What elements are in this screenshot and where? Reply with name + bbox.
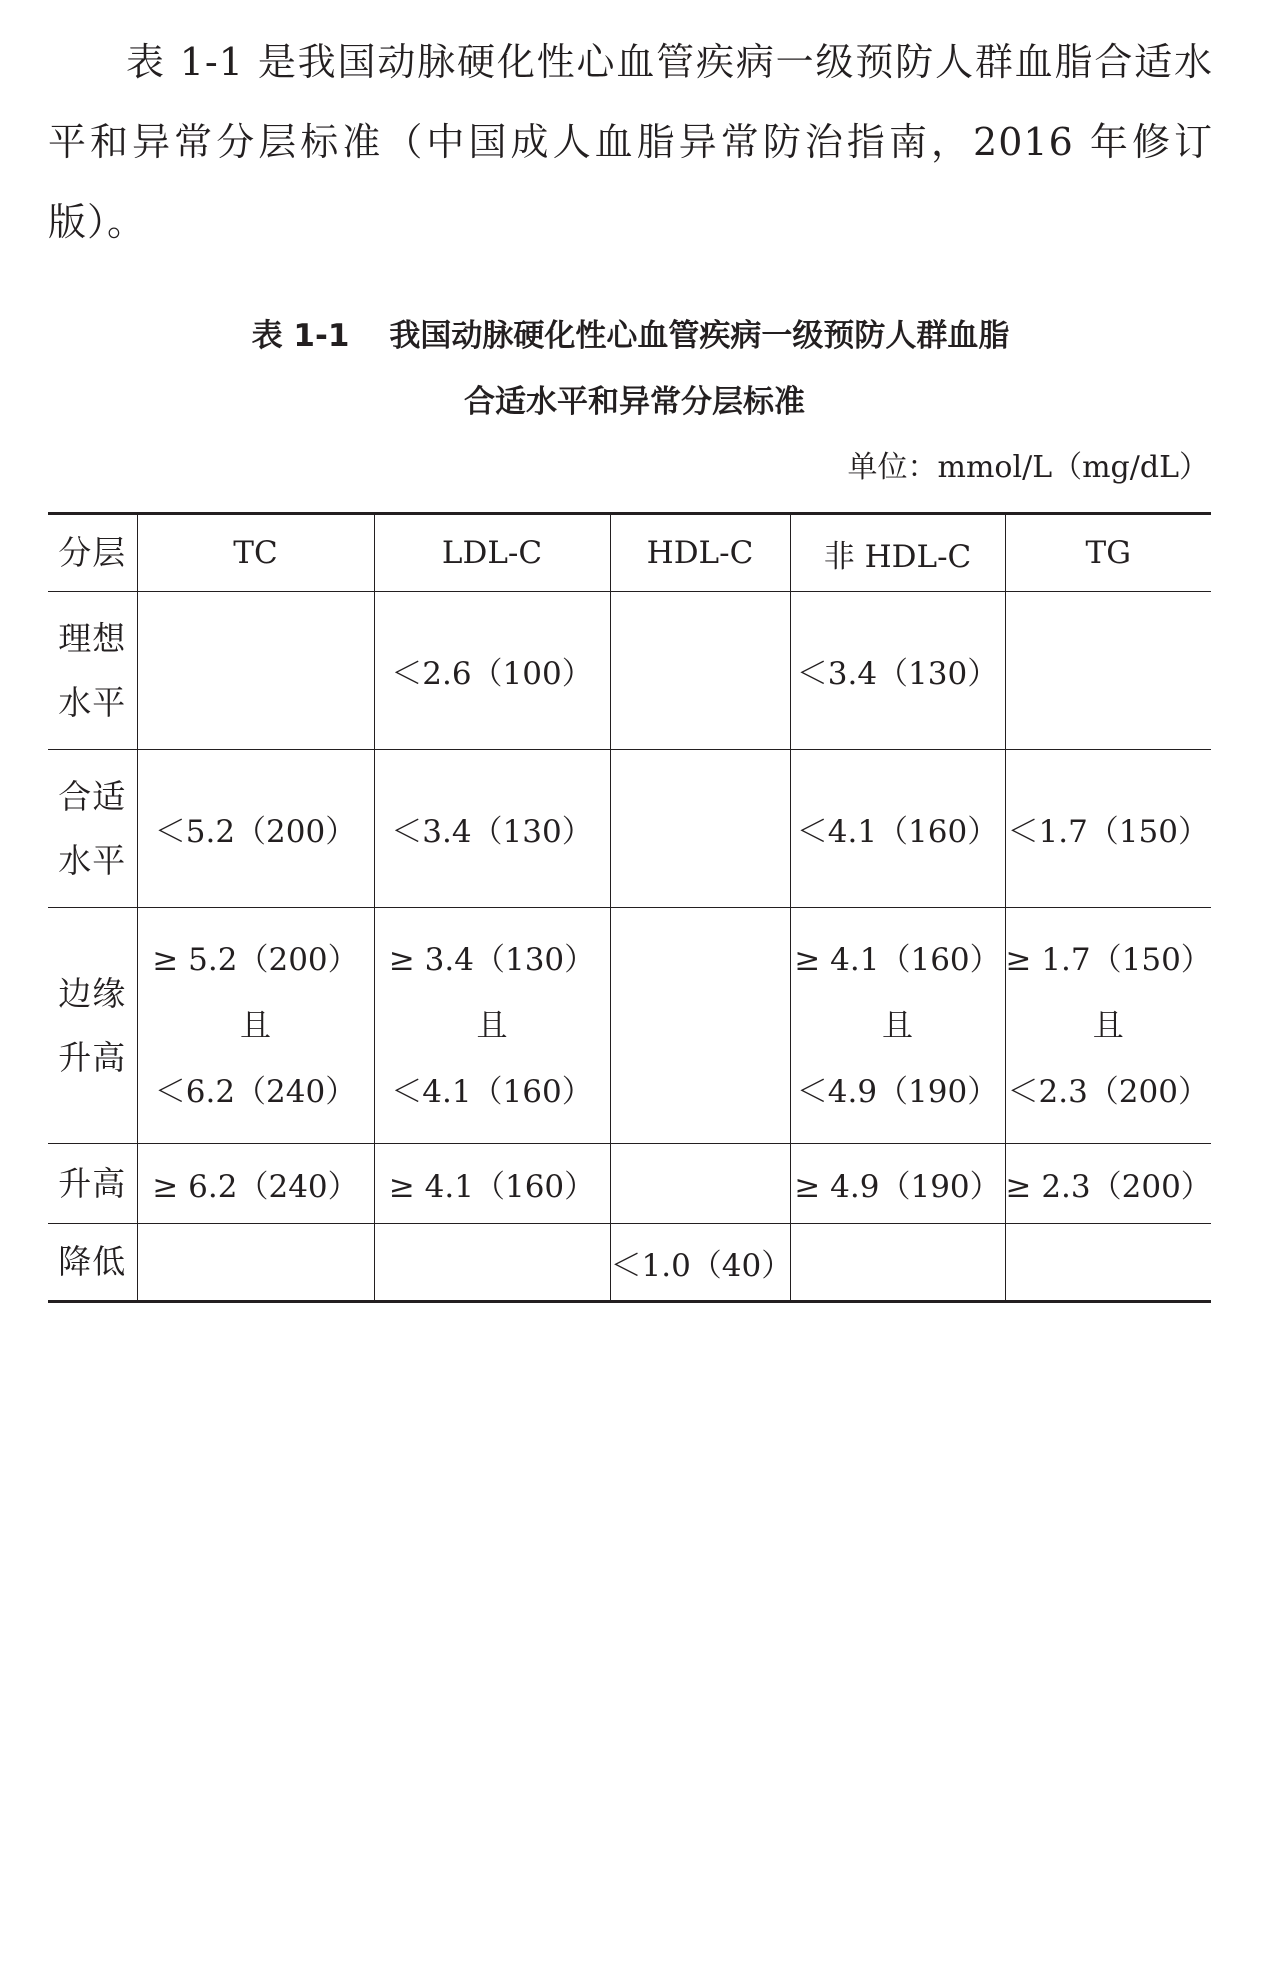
- intro-paragraph: 表 1-1 是我国动脉硬化性心血管疾病一级预防人群血脂合适水平和异常分层标准（中国成人血脂异常防治指南，2016 年修订版）。: [48, 40, 1213, 244]
- range-lower: ≥ 5.2（200）: [152, 941, 359, 978]
- cell-hdl-c: [610, 908, 790, 1144]
- range-upper: ＜6.2（240）: [154, 1073, 357, 1110]
- cell-hdl-c: [610, 592, 790, 750]
- tier-label-line: 水平: [58, 840, 127, 880]
- range-and: 且: [1092, 1007, 1124, 1044]
- tier-cell: [48, 592, 137, 750]
- table-row-appropriate: [48, 750, 1211, 908]
- range-and: 且: [882, 1007, 913, 1044]
- cell-non-hdl-c: ≥ 4.9（190）: [790, 1144, 1005, 1224]
- range-upper: ＜4.1（160）: [391, 1073, 593, 1110]
- cell-non-hdl-c: ＜4.1（160）: [790, 750, 1005, 908]
- header-non-hdl-c: 非 HDL-C: [790, 514, 1005, 592]
- table-row-borderline-high: [48, 908, 1211, 1144]
- tier-cell: [48, 1224, 137, 1302]
- table-number: 表 1-1: [251, 318, 350, 354]
- range-lower: ≥ 4.1（160）: [794, 941, 1001, 978]
- range-upper: ＜2.3（200）: [1007, 1073, 1209, 1110]
- cell-hdl-c: [610, 750, 790, 908]
- cell-tg: [1005, 592, 1211, 750]
- table-caption-line-2: 合适水平和异常分层标准: [464, 384, 805, 420]
- range-and: 且: [476, 1007, 508, 1044]
- tier-cell: [48, 750, 137, 908]
- unit-note: 单位：mmol/L（mg/dL）: [847, 450, 1209, 485]
- cell-tg: [1005, 908, 1211, 1144]
- cell-ldl-c: [374, 908, 610, 1144]
- range-lower: ≥ 1.7（150）: [1005, 941, 1212, 978]
- cell-non-hdl-c: [790, 908, 1005, 1144]
- table-row-ideal: [48, 592, 1211, 750]
- cell-tc: [137, 908, 374, 1144]
- header-ldl-c: LDL-C: [374, 514, 610, 592]
- cell-tg: ≥ 2.3（200）: [1005, 1144, 1211, 1224]
- cell-ldl-c: [374, 1224, 610, 1302]
- cell-tc: [137, 1224, 374, 1302]
- cell-hdl-c: ＜1.0（40）: [610, 1224, 790, 1302]
- cell-ldl-c: ≥ 4.1（160）: [374, 1144, 610, 1224]
- tier-label-line: 边缘: [58, 973, 127, 1013]
- cell-non-hdl-c: [790, 1224, 1005, 1302]
- tier-label-line: 水平: [58, 682, 127, 722]
- cell-ldl-c: ＜2.6（100）: [374, 592, 610, 750]
- tier-label-line: 理想: [58, 618, 127, 658]
- cell-tc: [137, 592, 374, 750]
- cell-ldl-c: ＜3.4（130）: [374, 750, 610, 908]
- table-header-row: [48, 514, 1211, 592]
- cell-tc: ≥ 6.2（240）: [137, 1144, 374, 1224]
- table-row-low: [48, 1224, 1211, 1302]
- header-hdl-c: HDL-C: [610, 514, 790, 592]
- header-tier: 分层: [48, 514, 137, 592]
- cell-tc: ＜5.2（200）: [137, 750, 374, 908]
- cell-tg: [1005, 1224, 1211, 1302]
- tier-cell: [48, 908, 137, 1144]
- table-title-line-1: 我国动脉硬化性心血管疾病一级预防人群血脂: [389, 318, 1010, 354]
- range-lower: ≥ 3.4（130）: [388, 941, 596, 978]
- tier-label-line: 合适: [58, 776, 127, 816]
- tier-label-line: 升高: [58, 1163, 127, 1203]
- range-upper: ＜4.9（190）: [796, 1073, 999, 1110]
- lipid-levels-table: [48, 512, 1211, 1303]
- range-and: 且: [240, 1007, 271, 1044]
- tier-cell: [48, 1144, 137, 1224]
- cell-non-hdl-c: ＜3.4（130）: [790, 592, 1005, 750]
- header-tg: TG: [1005, 514, 1211, 592]
- tier-label-line: 降低: [58, 1242, 127, 1281]
- tier-label-line: 升高: [58, 1037, 127, 1077]
- table-row-high: [48, 1144, 1211, 1224]
- header-tc: TC: [137, 514, 374, 592]
- cell-hdl-c: [610, 1144, 790, 1224]
- table-caption-line-1: [0, 316, 1267, 356]
- cell-tg: ＜1.7（150）: [1005, 750, 1211, 908]
